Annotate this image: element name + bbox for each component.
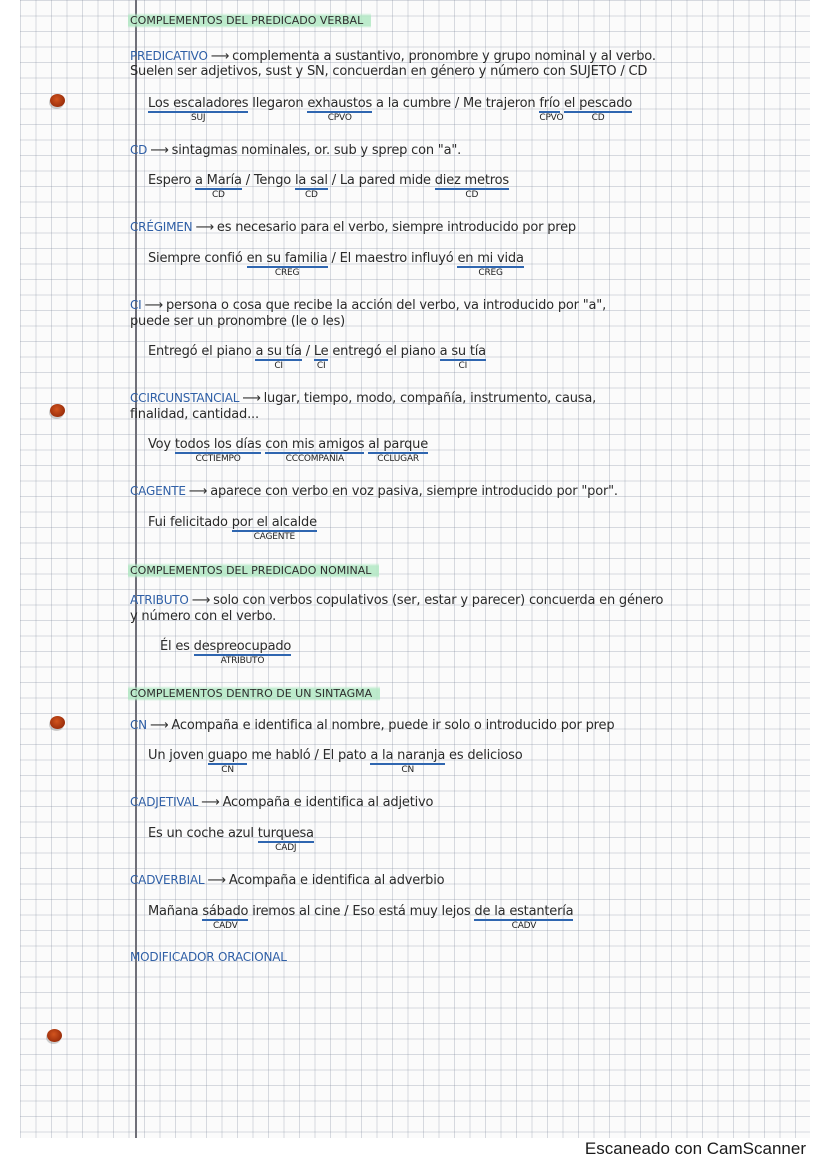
arrow-icon: ⟶ [210, 49, 230, 64]
example-ccircunstancial: Voy todos los días CCTIEMPO con mis amigos CCCOMPAÑÍA al parque CCLUGAR [148, 437, 428, 464]
function-label: CI [316, 361, 326, 371]
underlined-phrase: Le CI [313, 344, 329, 371]
term-cd: CD [130, 143, 148, 157]
function-label: CI [458, 361, 468, 371]
example-cregimen: Siempre confió en su familia CREG / El maestro influyó en mi vida CREG [148, 251, 524, 278]
function-label: CADV [511, 921, 537, 931]
definition-text: sintagmas nominales, or. sub y sprep con "a". [171, 143, 462, 158]
term-cagente: CAGENTE [130, 484, 186, 498]
function-label: SUJ [191, 113, 206, 123]
function-label: CD [591, 113, 605, 123]
binder-hole-icon [47, 1029, 62, 1042]
definition-cregimen [130, 220, 576, 235]
underlined-phrase: por el alcalde CAGENTE [231, 515, 317, 542]
section-title-sintagma: COMPLEMENTOS DENTRO DE UN SINTAGMA [128, 686, 380, 701]
section-title-nominal: COMPLEMENTOS DEL PREDICADO NOMINAL [128, 563, 379, 578]
underlined-phrase: al parque CCLUGAR [368, 437, 428, 464]
function-label: CADV [213, 921, 238, 931]
function-label: CD [304, 190, 318, 200]
arrow-icon: ⟶ [191, 593, 211, 608]
underlined-phrase: el pescado CD [563, 96, 633, 123]
arrow-icon: ⟶ [242, 391, 261, 406]
term-ci: CI [130, 298, 142, 312]
term-predicativo: PREDICATIVO [130, 49, 208, 63]
definition-text: solo con verbos copulativos (ser, estar y parecer) concuerda en género [213, 593, 664, 608]
example-cadverbial: Mañana sábado CADV iremos al cine / Eso está muy lejos de la estantería CADV [148, 904, 574, 931]
underlined-phrase: turquesa CADJ [257, 826, 314, 853]
underlined-phrase: despreocupado ATRIBUTO [193, 639, 292, 666]
term-cadverbial: CADVERBIAL [130, 873, 205, 887]
underlined-phrase: frío CPVO [539, 96, 564, 123]
underlined-phrase: en su familia CREG [246, 251, 328, 278]
function-label: ATRIBUTO [220, 656, 265, 666]
arrow-icon: ⟶ [207, 873, 226, 888]
function-label: CREG [274, 268, 300, 278]
term-modificador-oracional: MODIFICADOR ORACIONAL [130, 950, 287, 964]
function-label: CCCOMPAÑÍA [285, 454, 344, 464]
definition-cagente [130, 484, 618, 499]
definition-text: es necesario para el verbo, siempre introducido por prep [216, 220, 576, 235]
definition-text: complementa a sustantivo, pronombre y grupo nominal y al verbo. [232, 49, 656, 64]
function-label: CCLUGAR [377, 454, 419, 464]
definition-predicativo [130, 49, 656, 64]
underlined-phrase: con mis amigos CCCOMPAÑÍA [265, 437, 365, 464]
term-cregimen: CRÉGIMEN [130, 220, 193, 234]
binder-hole-icon [50, 94, 65, 107]
underlined-phrase: a la naranja CN [370, 748, 446, 775]
definition-text: Acompaña e identifica al adjetivo [222, 795, 434, 810]
function-label: CPVO [539, 113, 564, 123]
definition-cadverbial [130, 873, 444, 888]
definition-ci [130, 298, 606, 313]
example-atributo: Él es despreocupado ATRIBUTO [160, 639, 292, 666]
definition-ci-cont: puede ser un pronombre (le o les) [130, 314, 346, 329]
term-ccircunstancial: CCIRCUNSTANCIAL [130, 391, 240, 405]
section-title-verbal: COMPLEMENTOS DEL PREDICADO VERBAL [128, 13, 371, 28]
underlined-phrase: guapo CN [207, 748, 248, 775]
definition-cd [130, 143, 461, 158]
function-label: CD [211, 190, 225, 200]
function-label: CREG [478, 268, 503, 278]
underlined-phrase: de la estantería CADV [474, 904, 574, 931]
function-label: CN [221, 765, 234, 775]
underlined-phrase: sábado CADV [202, 904, 249, 931]
arrow-icon: ⟶ [201, 795, 220, 810]
arrow-icon: ⟶ [188, 484, 208, 499]
underlined-phrase: la sal CD [294, 173, 328, 200]
function-label: CPVO [327, 113, 352, 123]
example-ci: Entregó el piano a su tía CI / Le CI entregó el piano a su tía CI [148, 344, 486, 371]
definition-ccircunstancial-cont: finalidad, cantidad... [130, 407, 259, 422]
function-label: CN [401, 765, 415, 775]
binder-hole-icon [50, 716, 65, 729]
underlined-phrase: todos los días CCTIEMPO [174, 437, 262, 464]
underlined-phrase: en mi vida CREG [457, 251, 524, 278]
function-label: CCTIEMPO [195, 454, 241, 464]
definition-text: persona o cosa que recibe la acción del verbo, va introducido por "a", [165, 298, 606, 313]
example-cn: Un joven guapo CN me habló / El pato a la naranja CN es delicioso [148, 748, 523, 775]
binder-hole-icon [50, 404, 65, 417]
arrow-icon: ⟶ [144, 298, 163, 313]
example-cd: Espero a María CD / Tengo la sal CD / La pared mide diez metros CD [148, 173, 509, 200]
definition-text: lugar, tiempo, modo, compañía, instrumento, causa, [263, 391, 597, 406]
underlined-phrase: a su tía CI [255, 344, 302, 371]
arrow-icon: ⟶ [195, 220, 214, 235]
definition-predicativo-cont: Suelen ser adjetivos, sust y SN, concuerdan en género y número con SUJETO / CD [130, 64, 648, 79]
definition-ccircunstancial [130, 391, 596, 406]
arrow-icon: ⟶ [149, 718, 169, 733]
underlined-phrase: a María CD [194, 173, 242, 200]
example-cadjetival: Es un coche azul turquesa CADJ [148, 826, 314, 853]
definition-cn [130, 718, 614, 733]
example-cagente: Fui felicitado por el alcalde CAGENTE [148, 515, 317, 542]
definition-text: Acompaña e identifica al nombre, puede ir solo o introducido por prep [171, 718, 615, 733]
underlined-phrase: diez metros CD [434, 173, 509, 200]
term-cn: CN [130, 718, 147, 732]
example-predicativo: Los escaladores SUJ llegaron exhaustos CPVO a la cumbre / Me trajeron frío CPVO el pescado CD [148, 96, 633, 123]
definition-cadjetival [130, 795, 433, 810]
definition-text: aparece con verbo en voz pasiva, siempre introducido por "por". [210, 484, 618, 499]
function-label: CI [274, 361, 283, 371]
term-cadjetival: CADJETIVAL [130, 795, 199, 809]
term-atributo: ATRIBUTO [130, 593, 189, 607]
function-label: CD [465, 190, 479, 200]
definition-modificador [130, 950, 287, 965]
underlined-phrase: Los escaladores SUJ [148, 96, 249, 123]
definition-text: Acompaña e identifica al adverbio [228, 873, 445, 888]
definition-atributo-cont: y número con el verbo. [130, 609, 277, 624]
arrow-icon: ⟶ [150, 143, 169, 158]
function-label: CADJ [275, 843, 297, 853]
underlined-phrase: a su tía CI [439, 344, 486, 371]
definition-atributo [130, 593, 663, 608]
underlined-phrase: exhaustos CPVO [307, 96, 373, 123]
function-label: CAGENTE [253, 532, 296, 542]
camscanner-watermark: Escaneado con CamScanner [584, 1139, 806, 1158]
